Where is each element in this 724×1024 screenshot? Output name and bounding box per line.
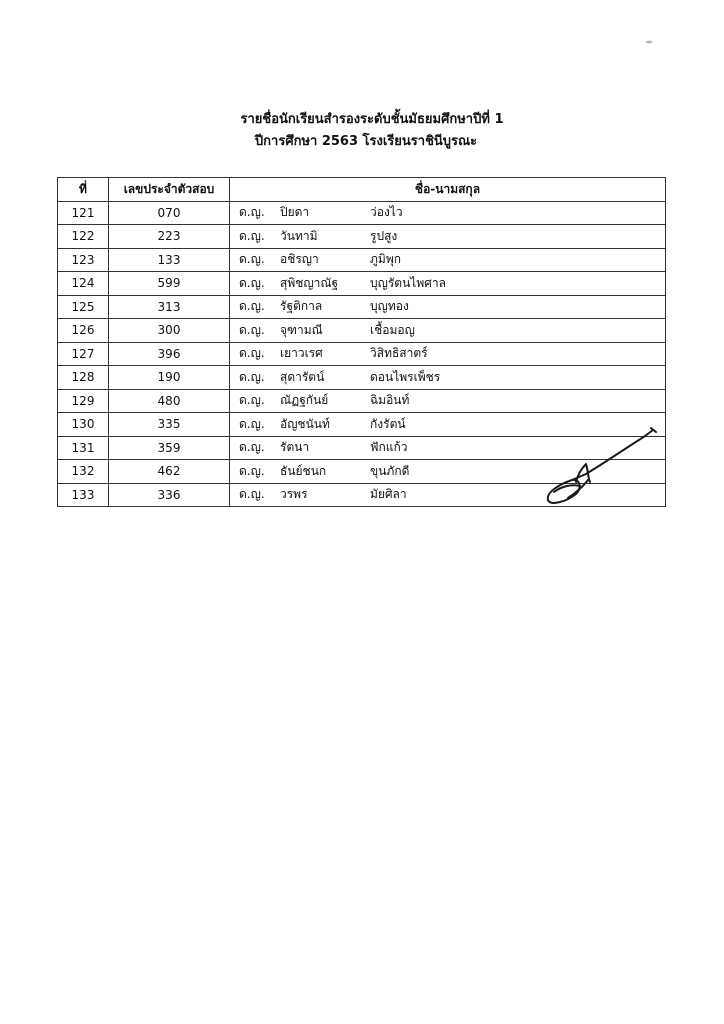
table-row — [58, 201, 666, 225]
last-name: ขุนภักดี — [370, 463, 410, 478]
row-full-name — [230, 366, 666, 390]
document-title: รายชื่อนักเรียนสำรองระดับชั้นมัธยมศึกษาปีที่ 1 — [240, 112, 504, 127]
row-exam-id: 480 — [109, 389, 230, 413]
first-name: รัฐติกาล — [280, 299, 323, 314]
row-number: 131 — [58, 436, 109, 460]
row-exam-id: 313 — [109, 295, 230, 319]
table-row — [58, 389, 666, 413]
first-name: สุพิชญาณัฐ — [280, 275, 339, 290]
row-number: 122 — [58, 225, 109, 249]
name-prefix: ด.ญ. — [239, 205, 265, 220]
row-full-name — [230, 272, 666, 296]
column-header-number: ที่ — [58, 178, 109, 202]
name-prefix: ด.ญ. — [239, 463, 265, 478]
last-name: ฟักแก้ว — [370, 440, 408, 455]
name-prefix: ด.ญ. — [239, 252, 265, 267]
row-number: 125 — [58, 295, 109, 319]
row-full-name — [230, 342, 666, 366]
last-name: รูปสูง — [370, 228, 398, 243]
table-row — [58, 342, 666, 366]
row-exam-id: 133 — [109, 248, 230, 272]
first-name: ปิยดา — [280, 205, 310, 220]
row-number: 132 — [58, 460, 109, 484]
table-row — [58, 366, 666, 390]
name-prefix: ด.ญ. — [239, 275, 265, 290]
name-prefix: ด.ญ. — [239, 299, 265, 314]
last-name: กังรัตน์ — [370, 416, 406, 431]
name-prefix: ด.ญ. — [239, 322, 265, 337]
row-number: 123 — [58, 248, 109, 272]
first-name: รัตนา — [280, 440, 310, 455]
row-full-name — [230, 225, 666, 249]
last-name: ฉิมอินท์ — [370, 393, 410, 408]
last-name: วิสิทธิสาตร์ — [370, 346, 428, 361]
row-exam-id: 599 — [109, 272, 230, 296]
name-prefix: ด.ญ. — [239, 416, 265, 431]
row-number: 126 — [58, 319, 109, 343]
row-exam-id: 462 — [109, 460, 230, 484]
table-header-row — [58, 178, 666, 202]
first-name: วันทามิ — [280, 228, 318, 243]
last-name: ดอนไพรเพ็ชร — [370, 369, 441, 384]
row-number: 127 — [58, 342, 109, 366]
name-prefix: ด.ญ. — [239, 369, 265, 384]
first-name: อชิรญา — [280, 252, 319, 267]
last-name: บุญทอง — [370, 299, 409, 314]
name-prefix: ด.ญ. — [239, 487, 265, 502]
first-name: ณัฏฐกันย์ — [280, 393, 329, 408]
table-row — [58, 295, 666, 319]
row-number: 128 — [58, 366, 109, 390]
last-name: ภูมิพุก — [370, 252, 401, 267]
row-exam-id: 070 — [109, 201, 230, 225]
first-name: อัญชนันท์ — [280, 416, 330, 431]
scan-speck — [645, 40, 653, 44]
row-full-name — [230, 295, 666, 319]
row-full-name — [230, 248, 666, 272]
first-name: ธันย์ชนก — [280, 463, 327, 478]
column-header-exam-id: เลขประจำตัวสอบ — [109, 178, 230, 202]
last-name: บุญรัตนไพศาล — [370, 275, 446, 290]
row-full-name — [230, 319, 666, 343]
last-name: เชื้อมอญ — [370, 322, 415, 337]
last-name: มัยศิลา — [370, 487, 407, 502]
handwritten-signature — [542, 424, 660, 508]
row-number: 124 — [58, 272, 109, 296]
row-full-name — [230, 389, 666, 413]
row-number: 129 — [58, 389, 109, 413]
row-number: 130 — [58, 413, 109, 437]
first-name: วรพร — [280, 487, 308, 502]
last-name: ว่องไว — [370, 205, 403, 220]
table-row — [58, 272, 666, 296]
table-row — [58, 248, 666, 272]
document-subtitle: ปีการศึกษา 2563 โรงเรียนราชินีบูรณะ — [254, 134, 478, 149]
row-exam-id: 396 — [109, 342, 230, 366]
column-header-full-name: ชื่อ-นามสกุล — [230, 178, 666, 202]
row-full-name — [230, 201, 666, 225]
first-name: เยาวเรศ — [280, 346, 323, 361]
row-exam-id: 300 — [109, 319, 230, 343]
row-number: 133 — [58, 483, 109, 507]
first-name: สุดารัตน์ — [280, 369, 325, 384]
row-exam-id: 190 — [109, 366, 230, 390]
row-exam-id: 223 — [109, 225, 230, 249]
name-prefix: ด.ญ. — [239, 440, 265, 455]
table-row — [58, 319, 666, 343]
name-prefix: ด.ญ. — [239, 228, 265, 243]
row-exam-id: 359 — [109, 436, 230, 460]
row-exam-id: 336 — [109, 483, 230, 507]
row-number: 121 — [58, 201, 109, 225]
row-exam-id: 335 — [109, 413, 230, 437]
name-prefix: ด.ญ. — [239, 393, 265, 408]
table-row — [58, 225, 666, 249]
name-prefix: ด.ญ. — [239, 346, 265, 361]
first-name: จุฑามณี — [280, 322, 323, 337]
